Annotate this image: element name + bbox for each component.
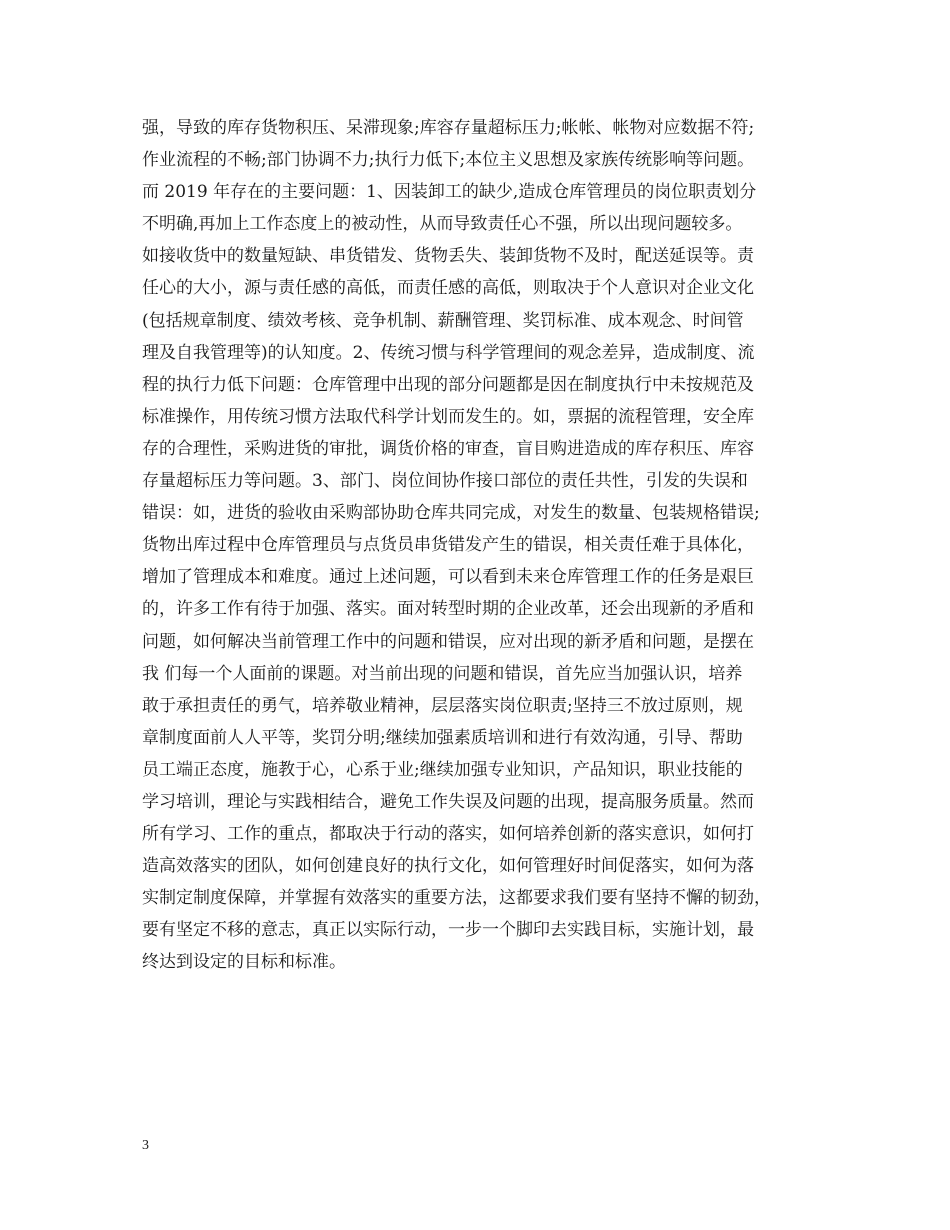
text-line: 问题，如何解决当前管理工作中的问题和错误，应对出现的新矛盾和问题，是摆在 [142, 631, 754, 652]
text-line: 货物出库过程中仓库管理员与点货员串货错发产生的错误，相关责任难于具体化， [142, 535, 754, 556]
text-line: 员工端正态度，施教于心，心系于业;继续加强专业知识，产品知识，职业技能的 [142, 759, 743, 780]
text-line: 作业流程的不畅;部门协调不力;执行力低下;本位主义思想及家族传统影响等问题。 [142, 150, 755, 171]
text-line: 我 们每一个人面前的课题。对当前出现的问题和错误，首先应当加强认识，培养 [142, 663, 743, 684]
text-line: 增加了管理成本和难度。通过上述问题，可以看到未来仓库管理工作的任务是艰巨 [142, 567, 754, 588]
text-line: 如接收货中的数量短缺、串货错发、货物丢失、装卸货物不及时，配送延误等。责 [142, 246, 754, 267]
text-line: 不明确,再加上工作态度上的被动性，从而导致责任心不强，所以出现问题较多。 [142, 214, 743, 235]
text-line: 造高效落实的团队，如何创建良好的执行文化，如何管理好时间促落实，如何为落 [142, 856, 754, 877]
page-number: 3 [142, 1138, 149, 1153]
text-line: 的，许多工作有待于加强、落实。面对转型时期的企业改革，还会出现新的矛盾和 [142, 599, 754, 620]
text-line: 要有坚定不移的意志，真正以实际行动，一步一个脚印去实践目标，实施计划，最 [142, 920, 754, 941]
text-line: 学习培训，理论与实践相结合，避免工作失误及问题的出现，提高服务质量。然而 [142, 791, 754, 812]
text-line: 任心的大小，源与责任感的高低，而责任感的高低，则取决于个人意识对企业文化 [142, 278, 754, 299]
text-line: 强，导致的库存货物积压、呆滞现象;库容存量超标压力;帐帐、帐物对应数据不符; [142, 118, 755, 138]
text-line: 理及自我管理等)的认知度。2、传统习惯与科学管理间的观念差异，造成制度、流 [142, 342, 755, 363]
text-line: 实制定制度保障，并掌握有效落实的重要方法，这都要求我们要有坚持不懈的韧劲， [142, 888, 771, 909]
text-line: 敢于承担责任的勇气，培养敬业精神，层层落实岗位职责;坚持三不放过原则，规 [142, 695, 743, 716]
text-line: 而 2019 年存在的主要问题：1、因装卸工的缺少,造成仓库管理员的岗位职责划分 [142, 182, 757, 203]
text-line: 存量超标压力等问题。3、部门、岗位间协作接口部位的责任共性，引发的失误和 [142, 471, 748, 492]
text-line: 标准操作，用传统习惯方法取代科学计划而发生的。如，票据的流程管理，安全库 [142, 406, 754, 427]
text-line: 存的合理性，采购进货的审批，调货价格的审查，盲目购进造成的库存积压、库容 [142, 438, 754, 459]
text-line: (包括规章制度、绩效考核、竞争机制、薪酬管理、奖罚标准、成本观念、时间管 [142, 310, 744, 331]
text-line: 终达到设定的目标和标准。 [142, 952, 346, 973]
text-line: 错误：如，进货的验收由采购部协助仓库共同完成，对发生的数量、包装规格错误; [142, 503, 760, 524]
body-text [142, 112, 822, 979]
text-line: 程的执行力低下问题：仓库管理中出现的部分问题都是因在制度执行中未按规范及 [142, 374, 754, 395]
text-line: 章制度面前人人平等，奖罚分明;继续加强素质培训和进行有效沟通，引导、帮助 [142, 727, 743, 748]
text-line: 所有学习、工作的重点，都取决于行动的落实，如何培养创新的落实意识，如何打 [142, 824, 754, 845]
